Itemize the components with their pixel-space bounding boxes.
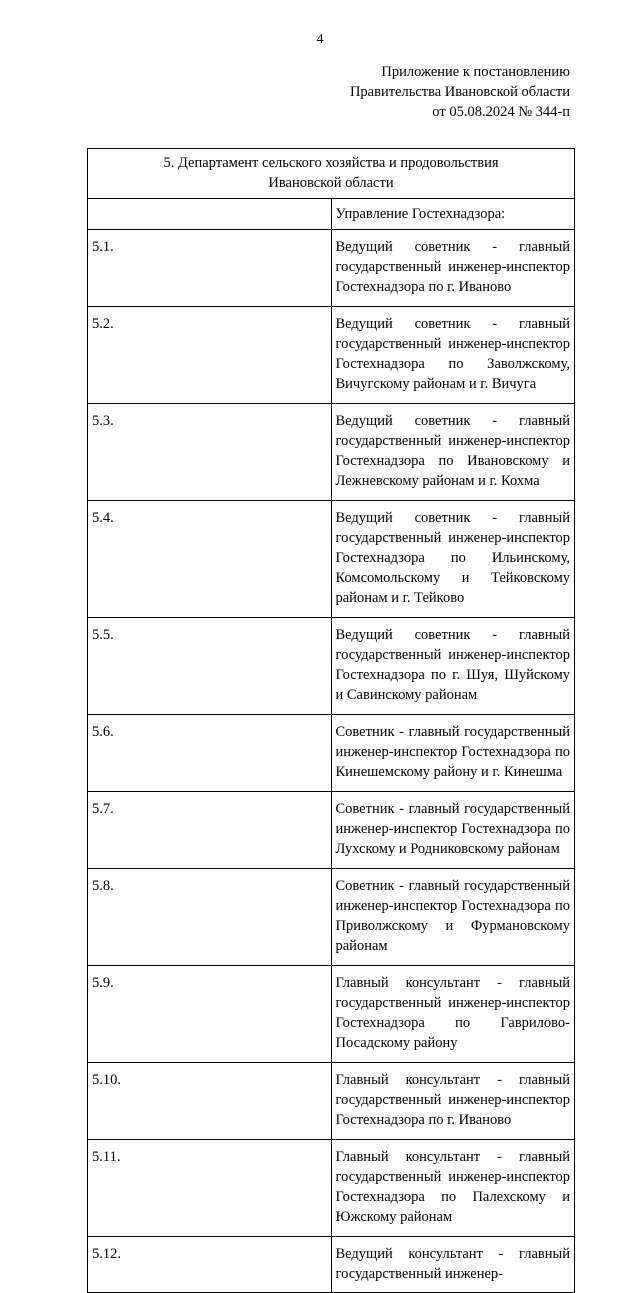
appendix-line-3: от 05.08.2024 № 344-п [432,104,570,120]
table-row [88,715,575,792]
row-position-text: Ведущий советник - главный государственный инженер-инспектор Гостехнадзора по г. Иваново [331,230,575,307]
table-row [88,618,575,715]
department-header-row [88,149,575,199]
table-row [88,1237,575,1293]
row-position-text: Советник - главный государственный инженер-инспектор Гостехнадзора по Лухскому и Родниковскому районам [331,792,575,869]
page-number: 4 [316,32,324,47]
table-row [88,869,575,966]
row-number: 5.2. [88,307,332,404]
row-number: 5.9. [88,966,332,1063]
department-title-line-1: 5. Департамент сельского хозяйства и продовольствия [163,155,499,171]
row-number: 5.10. [88,1063,332,1140]
row-number: 5.8. [88,869,332,966]
row-position-text: Ведущий советник - главный государственный инженер-инспектор Гостехнадзора по Заволжскому, Вичугскому районам и г. Вичуга [331,307,575,404]
row-number: 5.12. [88,1237,332,1293]
row-position-text: Ведущий советник - главный государственный инженер-инспектор Гостехнадзора по Ильинскому, Комсомольскому и Тейковскому районам и г. Тейково [331,501,575,618]
row-number: 5.4. [88,501,332,618]
row-position-text: Ведущий советник - главный государственный инженер-инспектор Гостехнадзора по г. Шуя, Шуйскому и Савинскому районам [331,618,575,715]
table-row [88,230,575,307]
row-number: 5.1. [88,230,332,307]
positions-table [87,148,575,1293]
management-row [88,199,575,230]
appendix-line-2: Правительства Ивановской области [349,84,570,100]
row-number: 5.6. [88,715,332,792]
row-position-text: Советник - главный государственный инженер-инспектор Гостехнадзора по Приволжскому и Фурмановскому районам [331,869,575,966]
department-title [88,149,575,199]
appendix-header [350,62,570,122]
row-position-text: Ведущий консультант - главный государственный инженер- [331,1237,575,1293]
management-num-cell [88,199,332,230]
table-row [88,1063,575,1140]
row-position-text: Главный консультант - главный государственный инженер-инспектор Гостехнадзора по Гаврилово-Посадскому району [331,966,575,1063]
row-number: 5.3. [88,404,332,501]
row-number: 5.11. [88,1140,332,1237]
row-position-text: Главный консультант - главный государственный инженер-инспектор Гостехнадзора по Палехскому и Южскому районам [331,1140,575,1237]
row-position-text: Советник - главный государственный инженер-инспектор Гостехнадзора по Кинешемскому району и г. Кинешма [331,715,575,792]
row-number: 5.7. [88,792,332,869]
table-row [88,1140,575,1237]
management-label: Управление Гостехнадзора: [331,199,575,230]
table-row [88,792,575,869]
row-number: 5.5. [88,618,332,715]
table-row [88,404,575,501]
row-position-text: Ведущий советник - главный государственный инженер-инспектор Гостехнадзора по Ивановскому и Лежневскому районам и г. Кохма [331,404,575,501]
table-row [88,501,575,618]
table-row [88,966,575,1063]
row-position-text: Главный консультант - главный государственный инженер-инспектор Гостехнадзора по г. Иваново [331,1063,575,1140]
appendix-line-1: Приложение к постановлению [381,64,570,80]
department-title-line-2: Ивановской области [268,175,394,191]
table-row [88,307,575,404]
